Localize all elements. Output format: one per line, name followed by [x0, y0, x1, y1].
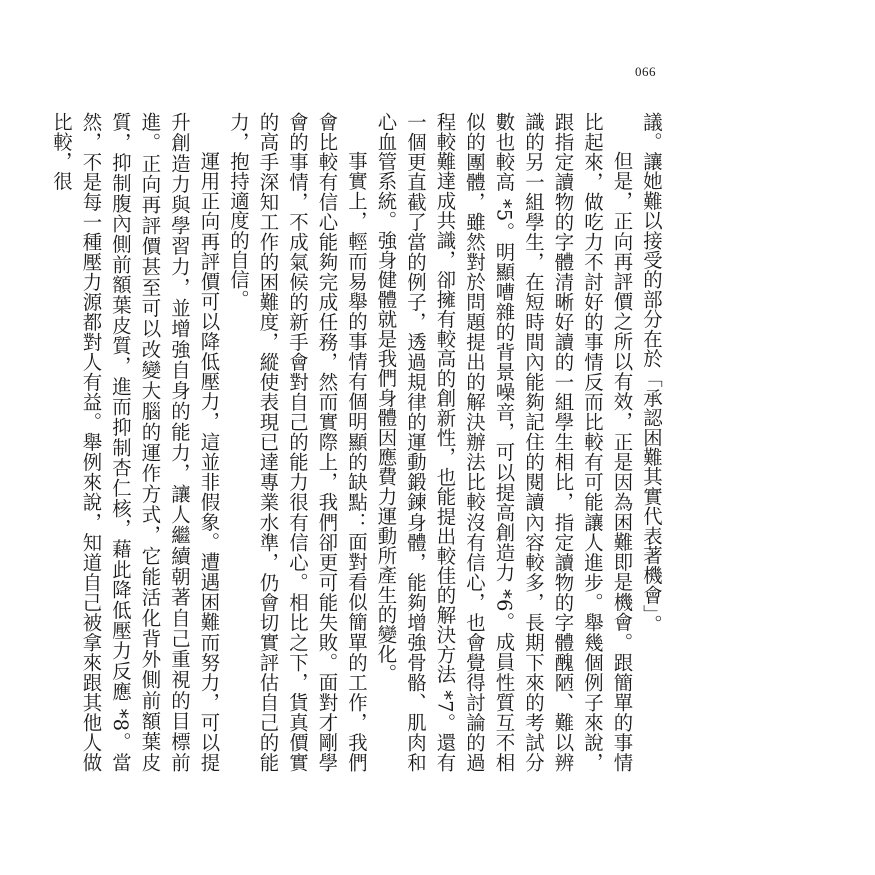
paragraph-4: 運用正向再評價可以降低壓力，這並非假象。遭遇困難而努力，可以提升創造力與學習力，並增強自身的能力，讓人繼續朝著自己重視的目標前進。正向再評價甚至可以改變大腦的運作方式，它能活化背外側前額葉皮質，抑制腹內側前額葉皮質，進而抑制杏仁核，藉此降低壓力反應 *8。當然，不是每一種壓力源都對人有益。舉例來說，知道自己被拿來跟其他人做比較，很	[50, 112, 221, 772]
paragraph-3: 事實上，輕而易舉的事情有個明顯的缺點：面對看似簡單的工作，我們會比較有信心能夠完成任務，然而實際上，我們卻更可能失敗。面對才剛學會的事情，不成氣候的新手會對自己的能力很有信心。相比之下，貨真價實的高手深知工作的困難度，縱使表現已達專業水準，仍會切實評估自己的能力，抱持適度的自信。	[227, 112, 368, 772]
paragraph-1: 議。讓她難以接受的部分在於「承認困難其實代表著機會」。	[640, 112, 663, 635]
paragraph-2: 但是，正向再評價之所以有效，正是因為困難即是機會。跟簡單的事情比起來，做吃力不討好的事情反而比較有可能讓人進步。舉幾個例子來說，跟指定讀物的字體清晰好讀的一組學生相比，指定讀物的字體醜陋、難以辨識的另一組學生，在短時間內能夠記住的閱讀內容較多，長期下來的考試分數也較高 *5。明顯嘈雜的背景噪音，可以提高創造力 *6。成員性質互不相似的團體，雖然對於問題提出的解決辦法比較沒有信心，也會覺得討論的過程較難達成共識，卻擁有較高的創新性，也能提出較佳的解決方法 *7。還有一個更直截了當的例子，透過規律的運動鍛鍊身體，能夠增強骨骼、肌肉和心血管系統。強身健體就是我們身體因應費力運動所產生的變化。	[374, 112, 634, 772]
page-number: 066	[635, 64, 656, 79]
body-text	[50, 112, 666, 772]
